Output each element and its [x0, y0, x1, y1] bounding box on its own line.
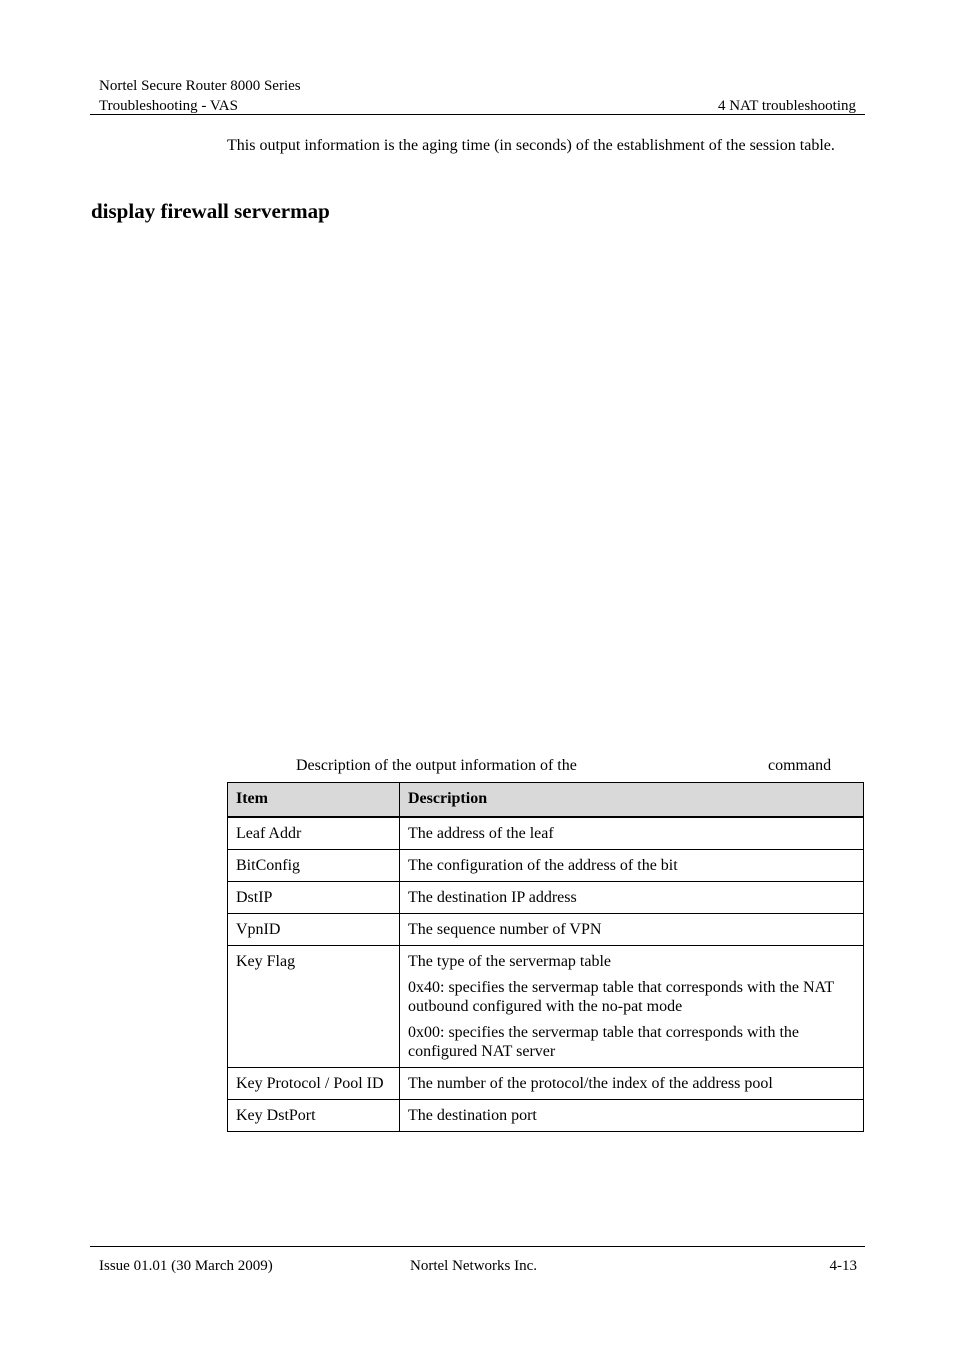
- description-paragraph: The configuration of the address of the bit: [408, 857, 678, 874]
- description-paragraph: The type of the servermap table: [408, 953, 612, 970]
- chapter-title: 4 NAT troubleshooting: [717, 98, 856, 114]
- description-paragraph: The number of the protocol/the index of the address pool: [408, 1075, 773, 1092]
- table-row: [228, 946, 864, 1068]
- row-item: Leaf Addr: [228, 817, 400, 850]
- header-divider: [90, 114, 865, 115]
- row-description: [400, 1100, 864, 1132]
- table-row: [228, 850, 864, 882]
- description-paragraph: 0x00: specifies the servermap table that corresponds with the configured NAT server: [408, 1024, 799, 1060]
- table-header-row: [228, 783, 864, 818]
- table-row: [228, 1100, 864, 1132]
- header-item: Item: [228, 783, 400, 818]
- table-row: [228, 1068, 864, 1100]
- product-name: Nortel Secure Router 8000 Series: [99, 78, 301, 94]
- row-description: [400, 882, 864, 914]
- company-name: Nortel Networks Inc.: [410, 1258, 538, 1274]
- description-paragraph: The destination port: [408, 1107, 537, 1124]
- issue-info: Issue 01.01 (30 March 2009): [99, 1258, 273, 1274]
- row-item: Key Flag: [228, 946, 400, 1068]
- table-row: [228, 914, 864, 946]
- description-paragraph: The address of the leaf: [408, 825, 554, 842]
- table-row: [228, 817, 864, 850]
- table-caption: Description of the output information of the: [296, 757, 577, 774]
- row-item: Key DstPort: [228, 1100, 400, 1132]
- row-description: [400, 850, 864, 882]
- row-item: DstIP: [228, 882, 400, 914]
- row-description: [400, 817, 864, 850]
- description-paragraph: 0x40: specifies the servermap table that corresponds with the NAT outbound configured with the no-pat mode: [408, 979, 834, 1015]
- page-number: 4-13: [829, 1258, 857, 1274]
- table-row: [228, 882, 864, 914]
- table-caption-tail: command: [768, 757, 832, 774]
- running-header-left: [99, 76, 301, 116]
- footer-divider: [90, 1246, 865, 1247]
- row-item: Key Protocol / Pool ID: [228, 1068, 400, 1100]
- document-name: Troubleshooting - VAS: [99, 98, 238, 114]
- intro-paragraph: This output information is the aging time (in seconds) of the establishment of the session table.: [227, 137, 835, 154]
- description-paragraph: The destination IP address: [408, 889, 577, 906]
- section-heading: display firewall servermap: [91, 199, 330, 223]
- output-description-table: [227, 782, 864, 1132]
- header-description: Description: [400, 783, 864, 818]
- row-item: VpnID: [228, 914, 400, 946]
- row-item: BitConfig: [228, 850, 400, 882]
- description-paragraph: The sequence number of VPN: [408, 921, 602, 938]
- row-description: [400, 1068, 864, 1100]
- row-description: [400, 946, 864, 1068]
- row-description: [400, 914, 864, 946]
